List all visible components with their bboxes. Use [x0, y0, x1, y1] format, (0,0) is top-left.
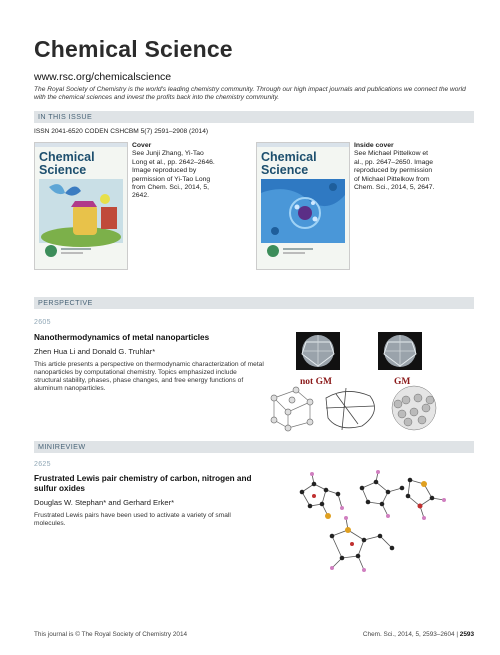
- journal-title: Chemical Science: [34, 36, 233, 62]
- inside-cover-text: See Michael Pittelkow et al., pp. 2647–2650. Image reproduced by permission of Michael Pittelkow from Chem. Sci., 2014, 5, 2647.: [354, 150, 435, 192]
- front-cover-text: See Junji Zhang, Yi-Tao Long et al., pp. 2642–2646. Image reproduced by permission of Yi-Tao Long from Chem. Sci., 2014, 5, 2642.: [132, 150, 215, 200]
- in-this-issue-bar: [34, 111, 474, 123]
- footer-citation-text: Chem. Sci., 2014, 5, 2593–2604 |: [362, 631, 460, 638]
- perspective-heading: PERSPECTIVE: [38, 298, 93, 307]
- nanoparticle-figure: [266, 328, 474, 432]
- minireview-figure: [292, 470, 452, 582]
- minireview-article-title[interactable]: Frustrated Lewis pair chemistry of carbon, nitrogen and sulfur oxides: [34, 474, 252, 493]
- minireview-heading: MINIREVIEW: [38, 442, 86, 451]
- front-cover-caption: [132, 142, 216, 201]
- journal-url[interactable]: www.rsc.org/chemicalscience: [34, 71, 172, 83]
- front-cover-image[interactable]: [34, 142, 128, 270]
- front-cover-art: [35, 143, 127, 269]
- inside-cover-title-line1: Chemical: [261, 150, 317, 164]
- inside-cover-art: [257, 143, 349, 269]
- footer-page-number: 2593: [459, 631, 474, 638]
- perspective-page-number: 2605: [34, 319, 51, 326]
- minireview-authors: Douglas W. Stephan* and Gerhard Erker*: [34, 498, 175, 507]
- issn-line: ISSN 2041-6520 CODEN CSHCBM 5(7) 2591–2908 (2014): [34, 128, 209, 135]
- journal-tagline: The Royal Society of Chemistry is the world's leading chemistry community. Through our high impact journals and publications we connect the world with the chemical sciences and invest the profits back into the chemistry community.: [34, 86, 466, 102]
- front-cover-title-line2: Science: [39, 163, 87, 177]
- footer-citation: [363, 631, 474, 638]
- in-this-issue-heading: IN THIS ISSUE: [38, 112, 93, 121]
- perspective-figure: [266, 328, 474, 432]
- front-cover-title-line1: Chemical: [39, 150, 95, 164]
- footer-copyright: This journal is © The Royal Society of Chemistry 2014: [34, 631, 188, 638]
- molecule-figure: [292, 470, 452, 582]
- inside-cover-title-line2: Science: [261, 163, 309, 177]
- minireview-page-number: 2625: [34, 461, 51, 468]
- figure-label-gm: GM: [394, 377, 411, 387]
- perspective-article-title[interactable]: Nanothermodynamics of metal nanoparticles: [34, 333, 210, 342]
- minireview-abstract: Frustrated Lewis pairs have been used to activate a variety of small molecules.: [34, 512, 231, 528]
- inside-cover-caption: [354, 142, 438, 192]
- inside-cover-image[interactable]: [256, 142, 350, 270]
- minireview-bar: [34, 441, 474, 453]
- perspective-abstract: This article presents a perspective on thermodynamic characterization of metal nanoparticles by computational chemistry. Topics emphasized include structural stability, phases, phase changes, and free energy functions of aluminum nanoparticles.: [34, 361, 264, 393]
- inside-cover-label: Inside cover: [354, 142, 394, 149]
- figure-label-not-gm: not GM: [300, 377, 332, 387]
- perspective-authors: Zhen Hua Li and Donald G. Truhlar*: [34, 347, 156, 356]
- front-cover-label: Cover: [132, 142, 152, 149]
- perspective-bar: [34, 297, 474, 309]
